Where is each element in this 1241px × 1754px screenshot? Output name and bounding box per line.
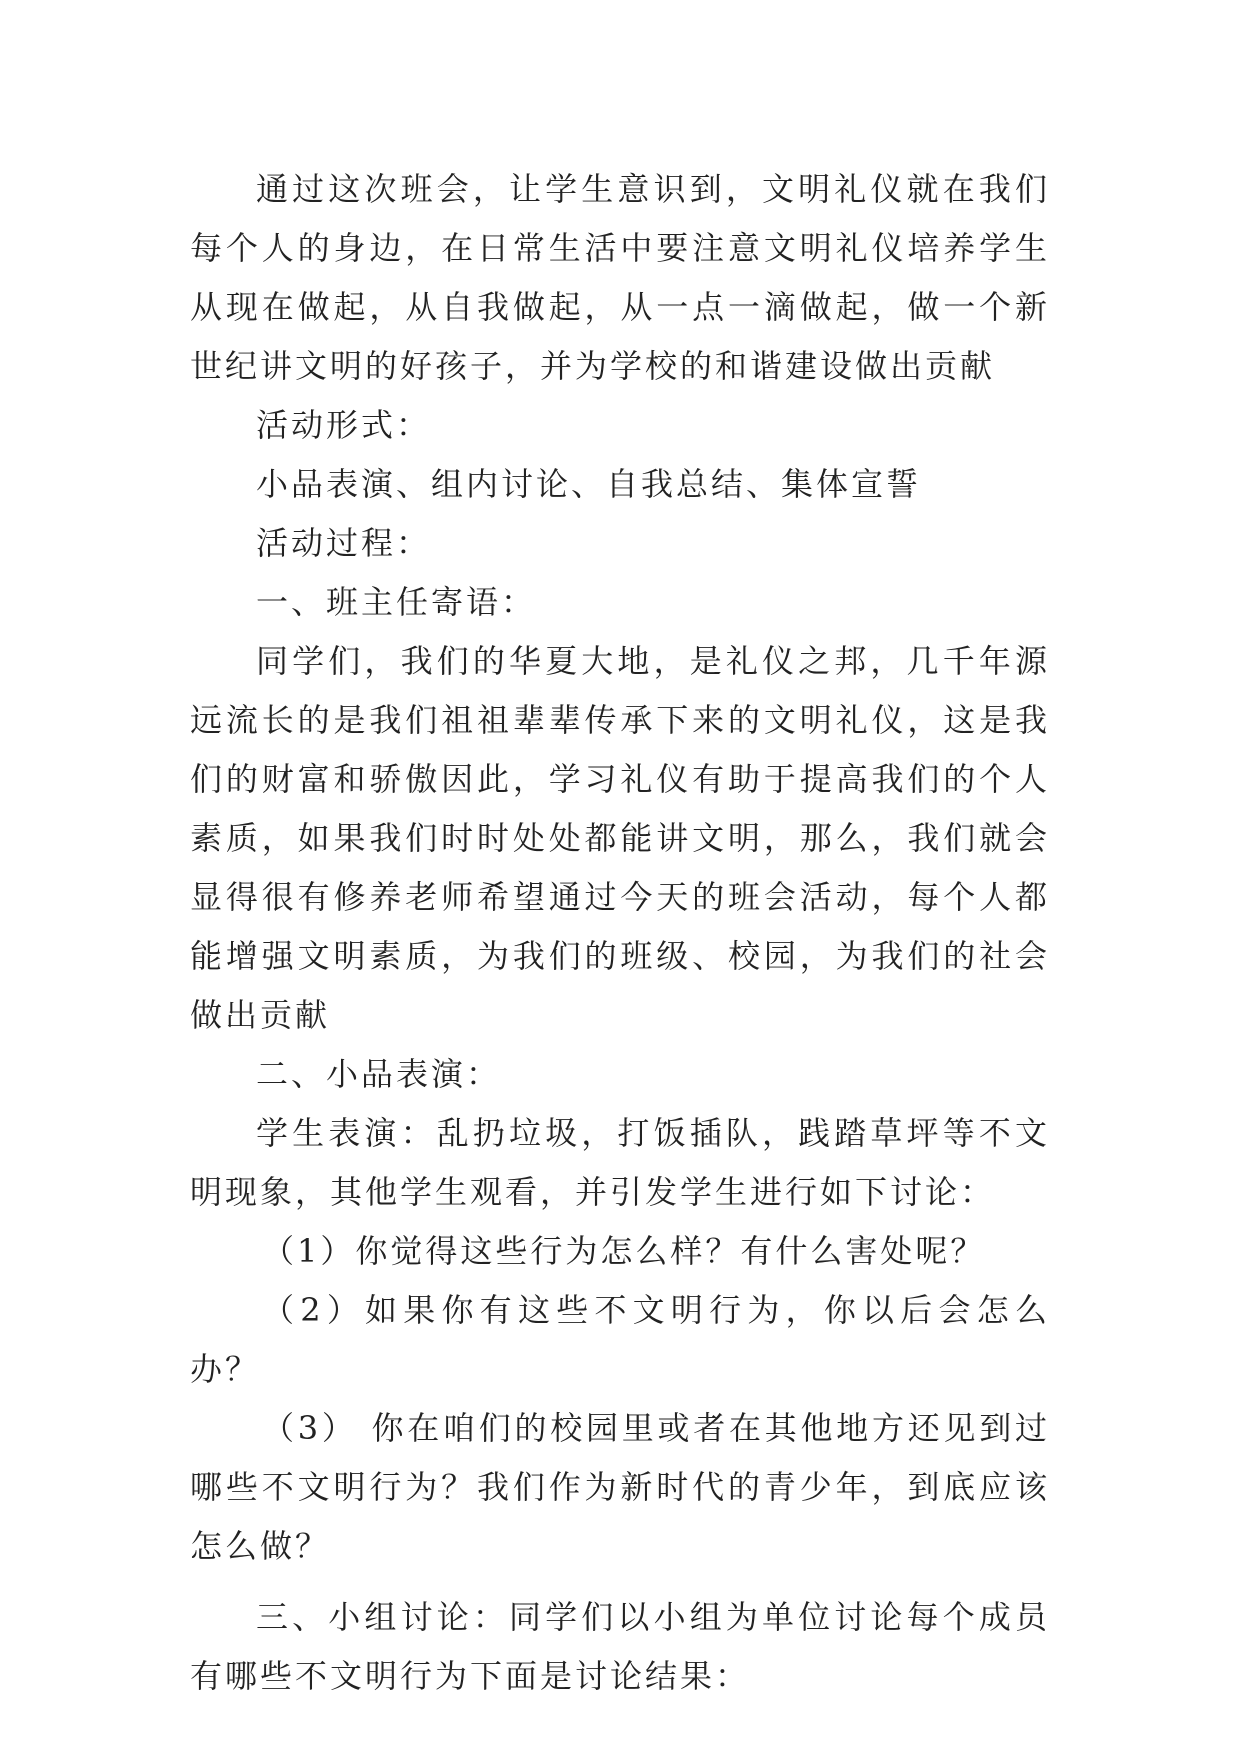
paragraph-skit: 学生表演：乱扔垃圾，打饭插队，践踏草坪等不文明现象，其他学生观看，并引发学生进行如下讨论： (190, 1114, 1050, 1211)
heading-activity-form: 活动形式： (256, 406, 432, 444)
discussion-question-3: （3） 你在咱们的校园里或者在其他地方还见到过哪些不文明行为？我们作为新时代的青少年，到底应该怎么做？ (190, 1409, 1050, 1565)
paragraph-activity-form: 小品表演、组内讨论、自我总结、集体宣誓 (256, 465, 922, 503)
paragraph-intro: 通过这次班会，让学生意识到，文明礼仪就在我们每个人的身边，在日常生活中要注意文明礼仪培养学生从现在做起，从自我做起，从一点一滴做起，做一个新世纪讲文明的好孩子，并为学校的和谐建设做出贡献 (190, 170, 1050, 385)
heading-section-2: 二、小品表演： (256, 1055, 502, 1093)
heading-activity-process: 活动过程： (256, 524, 432, 562)
discussion-question-1: （1）你觉得这些行为怎么样？有什么害处呢？ (262, 1232, 986, 1270)
document-body (190, 160, 1050, 1706)
discussion-question-2: （2）如果你有这些不文明行为，你以后会怎么办？ (190, 1291, 1050, 1388)
paragraph-teacher-message: 同学们，我们的华夏大地，是礼仪之邦，几千年源远流长的是我们祖祖辈辈传承下来的文明礼仪，这是我们的财富和骄傲因此，学习礼仪有助于提高我们的个人素质，如果我们时时处处都能讲文明，那么，我们就会显得很有修养老师希望通过今天的班会活动，每个人都能增强文明素质，为我们的班级、校园，为我们的社会做出贡献 (190, 642, 1050, 1034)
heading-section-3: 三、小组讨论：同学们以小组为单位讨论每个成员有哪些不文明行为下面是讨论结果： (190, 1598, 1050, 1695)
heading-section-1: 一、班主任寄语： (256, 583, 537, 621)
